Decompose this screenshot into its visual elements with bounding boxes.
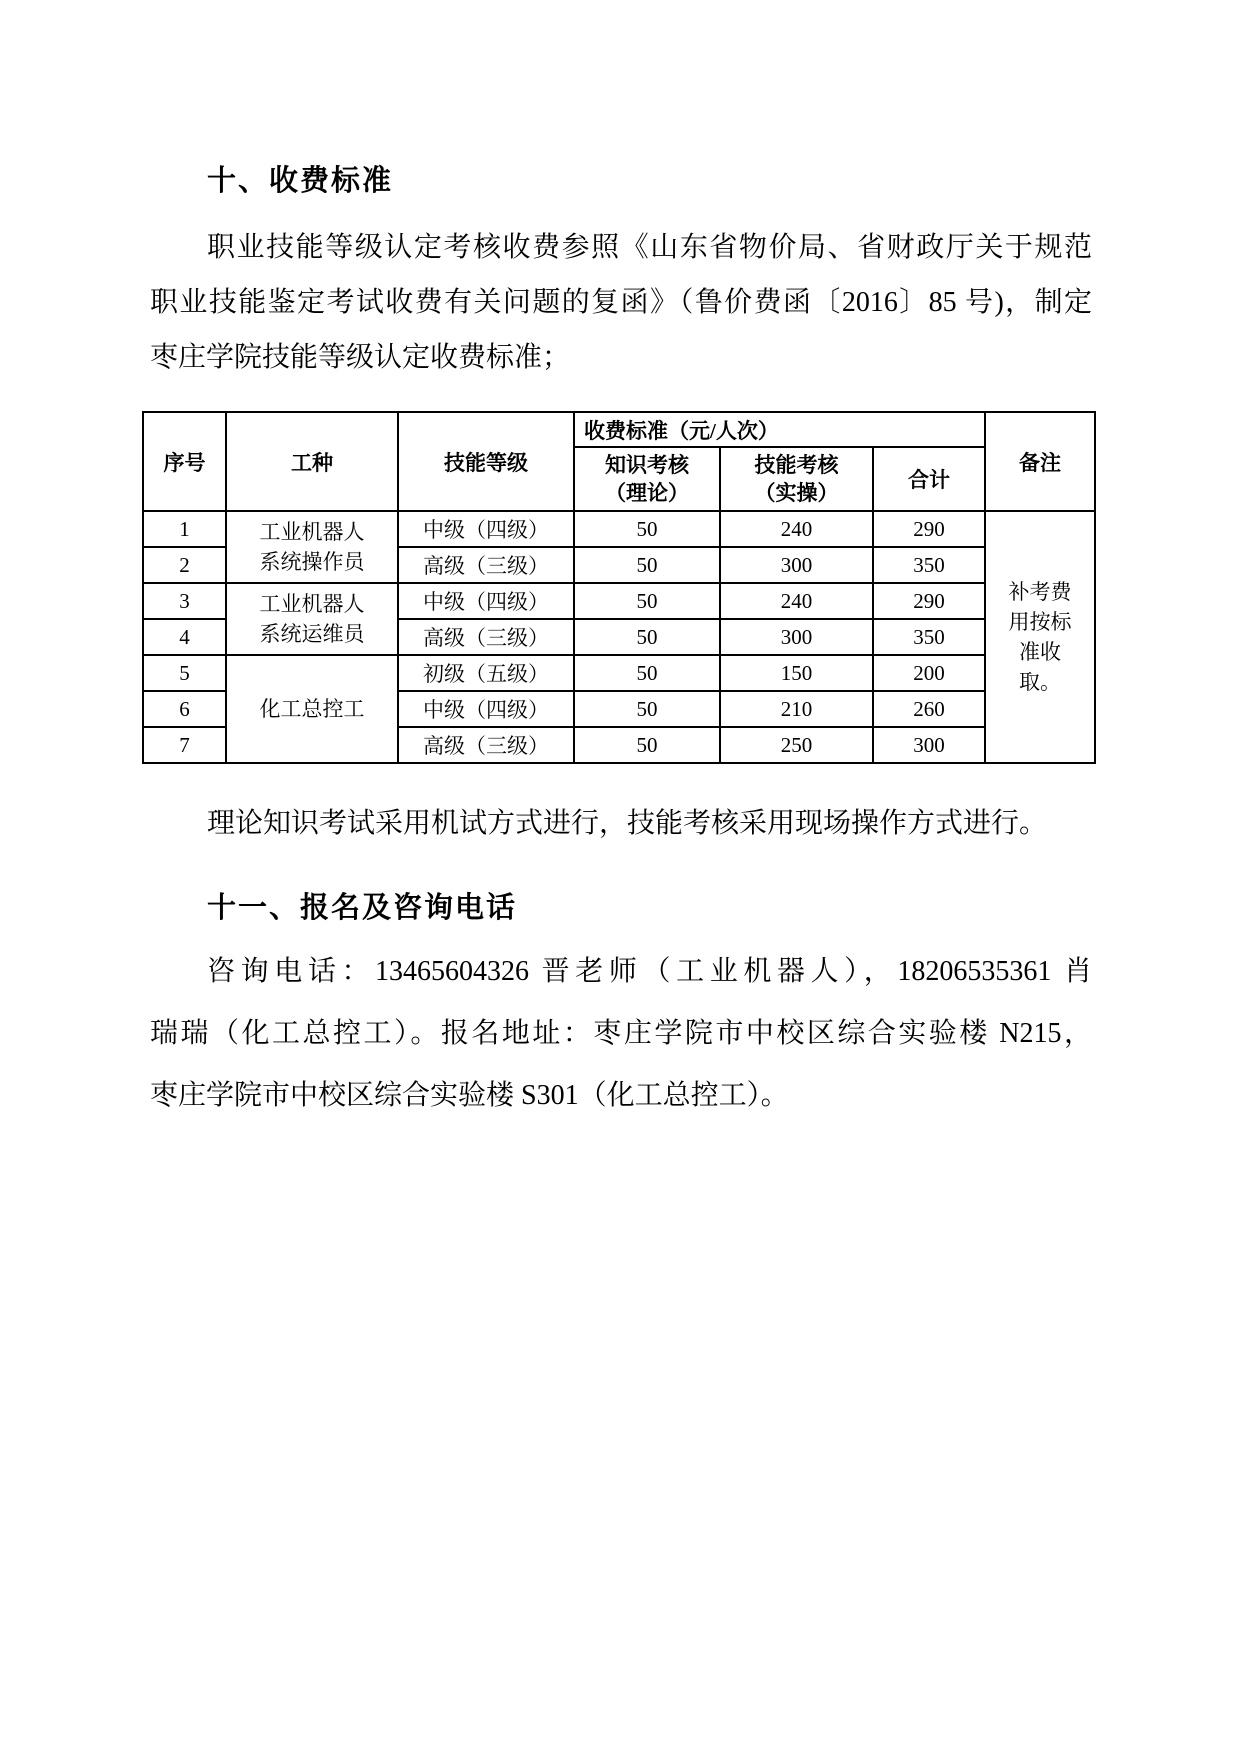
paragraph-line: 枣庄学院市中校区综合实验楼 S301（化工总控工）。 xyxy=(150,1080,789,1111)
trade-line: 工业机器人 xyxy=(259,592,365,616)
cell-knowledge-fee: 50 xyxy=(574,655,720,691)
cell-seq: 5 xyxy=(143,655,226,691)
header-cell-trade: 工种 xyxy=(226,412,398,511)
header-cell-total: 合计 xyxy=(873,447,985,511)
header-cell-remark: 备注 xyxy=(985,412,1095,511)
paragraph-line: 枣庄学院技能等级认定收费标准； xyxy=(150,342,571,373)
trade-line: 系统操作员 xyxy=(259,550,365,574)
header-line: （实操） xyxy=(754,481,839,505)
cell-total-fee: 350 xyxy=(873,547,985,583)
paragraph-line: 职业技能鉴定考试收费有关问题的复函》（鲁价费函〔2016〕85 号)，制定 xyxy=(150,287,1092,318)
cell-seq: 4 xyxy=(143,619,226,655)
cell-seq: 3 xyxy=(143,583,226,619)
cell-skill-fee: 240 xyxy=(720,583,873,619)
contact-paragraph xyxy=(150,941,1092,1127)
paragraph-line: 理论知识考试采用机试方式进行，技能考核采用现场操作方式进行。 xyxy=(207,808,1048,839)
header-line: （理论） xyxy=(605,481,689,505)
remark-note: 补考费用按标准收取。 xyxy=(1008,580,1072,694)
trade-line: 化工总控工 xyxy=(259,697,365,721)
cell-seq: 1 xyxy=(143,511,226,547)
cell-seq: 2 xyxy=(143,547,226,583)
cell-level: 高级（三级） xyxy=(398,727,574,763)
cell-seq: 7 xyxy=(143,727,226,763)
cell-knowledge-fee: 50 xyxy=(574,619,720,655)
header-cell-seq: 序号 xyxy=(143,412,226,511)
cell-skill-fee: 210 xyxy=(720,691,873,727)
paragraph-line: 咨询电话：13465604326 晋老师（工业机器人），18206535361 肖 xyxy=(207,956,1092,987)
trade-line: 工业机器人 xyxy=(259,520,365,544)
cell-remark xyxy=(985,511,1095,763)
paragraph-line: 瑞瑞（化工总控工）。报名地址：枣庄学院市中校区综合实验楼 N215， xyxy=(150,1018,1092,1049)
table-row xyxy=(143,655,1095,691)
cell-skill-fee: 150 xyxy=(720,655,873,691)
header-line: 技能考核 xyxy=(754,453,839,477)
cell-trade xyxy=(226,583,398,655)
section-heading-contact: 十一、报名及咨询电话 xyxy=(207,892,518,924)
cell-total-fee: 290 xyxy=(873,511,985,547)
header-cell-knowledge xyxy=(574,447,720,511)
fee-standard-table xyxy=(142,411,1096,764)
fee-intro-paragraph xyxy=(150,220,1092,385)
cell-total-fee: 300 xyxy=(873,727,985,763)
cell-total-fee: 290 xyxy=(873,583,985,619)
section-heading-fee-standard: 十、收费标准 xyxy=(207,165,394,197)
table-row xyxy=(143,583,1095,619)
cell-level: 中级（四级） xyxy=(398,583,574,619)
header-cell-skill xyxy=(720,447,873,511)
cell-total-fee: 350 xyxy=(873,619,985,655)
table-header-row xyxy=(143,412,1095,447)
cell-knowledge-fee: 50 xyxy=(574,691,720,727)
cell-level: 中级（四级） xyxy=(398,511,574,547)
cell-total-fee: 260 xyxy=(873,691,985,727)
cell-level: 初级（五级） xyxy=(398,655,574,691)
cell-skill-fee: 250 xyxy=(720,727,873,763)
cell-trade xyxy=(226,511,398,583)
header-cell-level: 技能等级 xyxy=(398,412,574,511)
cell-skill-fee: 300 xyxy=(720,619,873,655)
header-line: 知识考核 xyxy=(605,453,689,477)
cell-trade xyxy=(226,655,398,763)
header-cell-fee-group: 收费标准（元/人次） xyxy=(574,412,985,447)
cell-skill-fee: 240 xyxy=(720,511,873,547)
exam-method-paragraph xyxy=(150,796,1092,851)
cell-knowledge-fee: 50 xyxy=(574,547,720,583)
trade-line: 系统运维员 xyxy=(259,622,365,646)
cell-level: 高级（三级） xyxy=(398,619,574,655)
cell-seq: 6 xyxy=(143,691,226,727)
cell-total-fee: 200 xyxy=(873,655,985,691)
cell-knowledge-fee: 50 xyxy=(574,727,720,763)
cell-level: 高级（三级） xyxy=(398,547,574,583)
cell-knowledge-fee: 50 xyxy=(574,583,720,619)
cell-level: 中级（四级） xyxy=(398,691,574,727)
cell-skill-fee: 300 xyxy=(720,547,873,583)
cell-knowledge-fee: 50 xyxy=(574,511,720,547)
table-row xyxy=(143,511,1095,547)
paragraph-line: 职业技能等级认定考核收费参照《山东省物价局、省财政厅关于规范 xyxy=(207,232,1092,263)
